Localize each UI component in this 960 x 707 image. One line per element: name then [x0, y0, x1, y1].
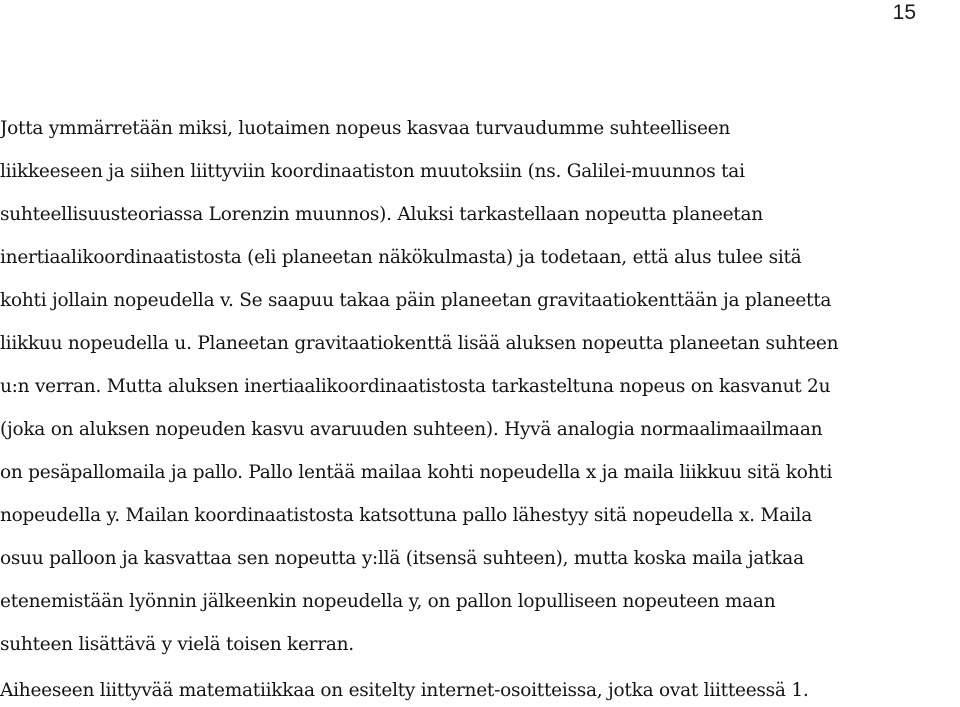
paragraph-line: inertiaalikoordinaatistosta (eli planeetan näkökulmasta) ja todetaan, että alus tulee sitä [0, 247, 802, 268]
paragraph-line: liikkuu nopeudella u. Planeetan gravitaatiokenttä lisää aluksen nopeutta planeetan suhteen [0, 333, 839, 354]
paragraph-line: on pesäpallomaila ja pallo. Pallo lentää mailaa kohti nopeudella x ja maila liikkuu sitä kohti [0, 462, 833, 483]
page-number: 15 [892, 1, 916, 24]
paragraph-line: u:n verran. Mutta aluksen inertiaalikoordinaatistosta tarkasteltuna nopeus on kasvanut 2u [0, 376, 831, 397]
paragraph-line: osuu palloon ja kasvattaa sen nopeutta y:llä (itsensä suhteen), mutta koska maila jatkaa [0, 548, 804, 569]
paragraph-line: Jotta ymmärretään miksi, luotaimen nopeus kasvaa turvaudumme suhteelliseen [0, 118, 731, 139]
paragraph-line: etenemistään lyönnin jälkeenkin nopeudella y, on pallon lopulliseen nopeuteen maan [0, 591, 776, 612]
paragraph-line: nopeudella y. Mailan koordinaatistosta katsottuna pallo lähestyy sitä nopeudella x. Maila [0, 505, 812, 526]
paragraph-line: kohti jollain nopeudella v. Se saapuu takaa päin planeetan gravitaatiokenttään ja planeetta [0, 290, 832, 311]
paragraph-line: suhteen lisättävä y vielä toisen kerran. [0, 634, 354, 655]
paragraph-line: liikkeeseen ja siihen liittyviin koordinaatiston muutoksiin (ns. Galilei-muunnos tai [0, 161, 745, 182]
body-paragraph [0, 107, 960, 666]
paragraph-line: (joka on aluksen nopeuden kasvu avaruuden suhteen). Hyvä analogia normaalimaailmaan [0, 419, 823, 440]
appendix-note: Aiheeseen liittyvää matematiikkaa on esitelty internet-osoitteissa, jotka ovat liitteessä 1. [0, 680, 809, 701]
paragraph-line: suhteellisuusteoriassa Lorenzin muunnos). Aluksi tarkastellaan nopeutta planeetan [0, 204, 763, 225]
